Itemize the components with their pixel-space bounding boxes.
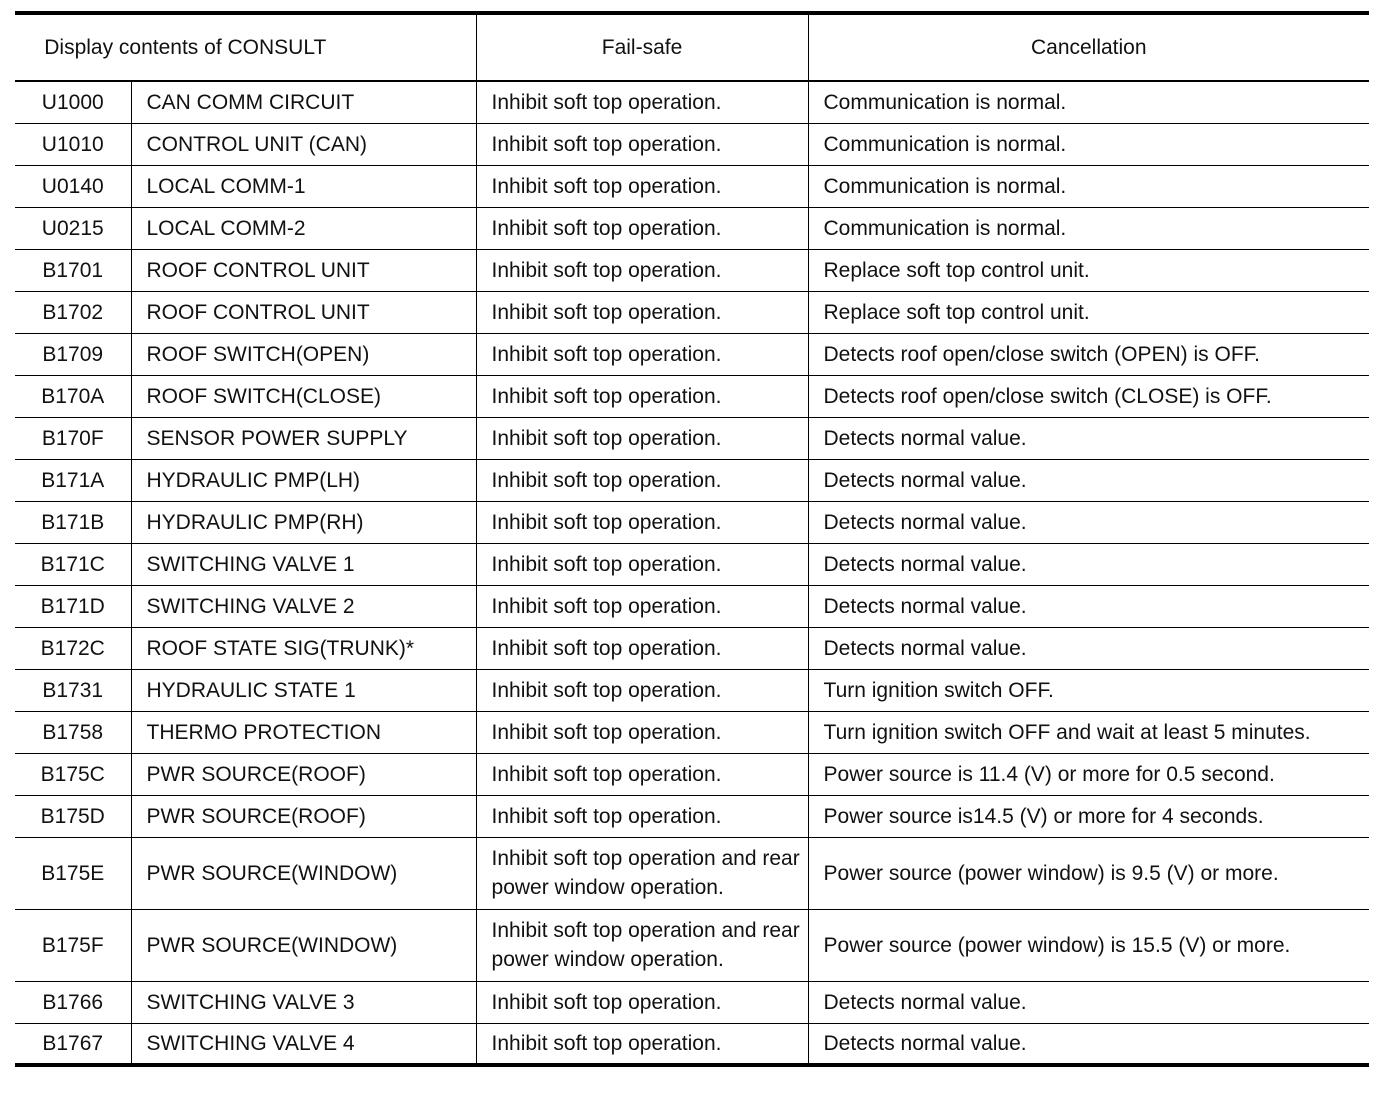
fail-safe-cell: Inhibit soft top operation. [476, 249, 808, 291]
dtc-code-cell: B1701 [15, 249, 131, 291]
cancellation-cell: Detects normal value. [808, 627, 1369, 669]
cancellation-cell: Detects normal value. [808, 585, 1369, 627]
fail-safe-cell: Inhibit soft top operation. [476, 753, 808, 795]
table-row [15, 417, 1369, 459]
fail-safe-cell: Inhibit soft top operation. [476, 291, 808, 333]
fail-safe-cell: Inhibit soft top operation. [476, 81, 808, 123]
table-row [15, 249, 1369, 291]
fail-safe-cell: Inhibit soft top operation. [476, 981, 808, 1023]
consult-display-cell: ROOF SWITCH(CLOSE) [131, 375, 476, 417]
fail-safe-cell: Inhibit soft top operation. [476, 795, 808, 837]
cancellation-cell: Detects normal value. [808, 1023, 1369, 1065]
fail-safe-cell: Inhibit soft top operation. [476, 543, 808, 585]
table-row [15, 501, 1369, 543]
fail-safe-cell: Inhibit soft top operation. [476, 165, 808, 207]
consult-display-cell: ROOF SWITCH(OPEN) [131, 333, 476, 375]
dtc-code-cell: B1709 [15, 333, 131, 375]
dtc-code-cell: B175E [15, 837, 131, 909]
fail-safe-cell: Inhibit soft top operation. [476, 627, 808, 669]
table-row [15, 123, 1369, 165]
dtc-code-cell: B170A [15, 375, 131, 417]
table-body [15, 81, 1369, 1065]
header-cancellation: Cancellation [808, 13, 1369, 81]
table-row [15, 711, 1369, 753]
consult-display-cell: ROOF CONTROL UNIT [131, 291, 476, 333]
dtc-code-cell: U0140 [15, 165, 131, 207]
fail-safe-table-container [15, 11, 1369, 1067]
dtc-code-cell: U1000 [15, 81, 131, 123]
dtc-code-cell: U1010 [15, 123, 131, 165]
fail-safe-cell: Inhibit soft top operation. [476, 333, 808, 375]
table-row [15, 543, 1369, 585]
consult-display-cell: SWITCHING VALVE 4 [131, 1023, 476, 1065]
dtc-code-cell: B172C [15, 627, 131, 669]
fail-safe-cell: Inhibit soft top operation and rear power window operation. [476, 909, 808, 981]
cancellation-cell: Detects normal value. [808, 417, 1369, 459]
fail-safe-cell: Inhibit soft top operation. [476, 711, 808, 753]
cancellation-cell: Detects roof open/close switch (CLOSE) is OFF. [808, 375, 1369, 417]
fail-safe-cell: Inhibit soft top operation. [476, 207, 808, 249]
cancellation-cell: Communication is normal. [808, 81, 1369, 123]
dtc-code-cell: B175F [15, 909, 131, 981]
consult-display-cell: PWR SOURCE(ROOF) [131, 753, 476, 795]
cancellation-cell: Detects normal value. [808, 981, 1369, 1023]
cancellation-cell: Detects normal value. [808, 543, 1369, 585]
dtc-code-cell: B170F [15, 417, 131, 459]
table-row [15, 837, 1369, 909]
consult-display-cell: THERMO PROTECTION [131, 711, 476, 753]
dtc-code-cell: B171C [15, 543, 131, 585]
table-row [15, 291, 1369, 333]
cancellation-cell: Detects roof open/close switch (OPEN) is OFF. [808, 333, 1369, 375]
consult-display-cell: PWR SOURCE(WINDOW) [131, 909, 476, 981]
consult-display-cell: SENSOR POWER SUPPLY [131, 417, 476, 459]
dtc-code-cell: B1766 [15, 981, 131, 1023]
dtc-code-cell: B1767 [15, 1023, 131, 1065]
table-row [15, 81, 1369, 123]
consult-display-cell: SWITCHING VALVE 3 [131, 981, 476, 1023]
cancellation-cell: Communication is normal. [808, 207, 1369, 249]
cancellation-cell: Replace soft top control unit. [808, 249, 1369, 291]
consult-display-cell: ROOF STATE SIG(TRUNK)* [131, 627, 476, 669]
dtc-code-cell: B1758 [15, 711, 131, 753]
cancellation-cell: Replace soft top control unit. [808, 291, 1369, 333]
table-row [15, 585, 1369, 627]
cancellation-cell: Power source (power window) is 9.5 (V) or more. [808, 837, 1369, 909]
consult-display-cell: LOCAL COMM-2 [131, 207, 476, 249]
header-consult: Display contents of CONSULT [15, 13, 476, 81]
consult-display-cell: HYDRAULIC STATE 1 [131, 669, 476, 711]
fail-safe-cell: Inhibit soft top operation. [476, 123, 808, 165]
dtc-code-cell: B175C [15, 753, 131, 795]
fail-safe-cell: Inhibit soft top operation. [476, 459, 808, 501]
cancellation-cell: Communication is normal. [808, 123, 1369, 165]
cancellation-cell: Detects normal value. [808, 459, 1369, 501]
cancellation-cell: Detects normal value. [808, 501, 1369, 543]
dtc-code-cell: U0215 [15, 207, 131, 249]
consult-display-cell: PWR SOURCE(WINDOW) [131, 837, 476, 909]
consult-display-cell: PWR SOURCE(ROOF) [131, 795, 476, 837]
consult-display-cell: SWITCHING VALVE 2 [131, 585, 476, 627]
table-header-row [15, 13, 1369, 81]
table-row [15, 981, 1369, 1023]
fail-safe-table [15, 11, 1369, 1067]
fail-safe-cell: Inhibit soft top operation. [476, 417, 808, 459]
cancellation-cell: Turn ignition switch OFF. [808, 669, 1369, 711]
table-row [15, 333, 1369, 375]
dtc-code-cell: B175D [15, 795, 131, 837]
dtc-code-cell: B1702 [15, 291, 131, 333]
fail-safe-cell: Inhibit soft top operation. [476, 375, 808, 417]
table-row [15, 1023, 1369, 1065]
fail-safe-cell: Inhibit soft top operation. [476, 585, 808, 627]
consult-display-cell: LOCAL COMM-1 [131, 165, 476, 207]
consult-display-cell: HYDRAULIC PMP(LH) [131, 459, 476, 501]
dtc-code-cell: B171A [15, 459, 131, 501]
fail-safe-cell: Inhibit soft top operation and rear power window operation. [476, 837, 808, 909]
dtc-code-cell: B171B [15, 501, 131, 543]
fail-safe-cell: Inhibit soft top operation. [476, 501, 808, 543]
table-row [15, 909, 1369, 981]
dtc-code-cell: B171D [15, 585, 131, 627]
table-row [15, 165, 1369, 207]
cancellation-cell: Communication is normal. [808, 165, 1369, 207]
table-row [15, 669, 1369, 711]
consult-display-cell: CAN COMM CIRCUIT [131, 81, 476, 123]
consult-display-cell: ROOF CONTROL UNIT [131, 249, 476, 291]
table-row [15, 753, 1369, 795]
table-row [15, 375, 1369, 417]
cancellation-cell: Power source is14.5 (V) or more for 4 seconds. [808, 795, 1369, 837]
fail-safe-cell: Inhibit soft top operation. [476, 669, 808, 711]
consult-display-cell: CONTROL UNIT (CAN) [131, 123, 476, 165]
consult-display-cell: HYDRAULIC PMP(RH) [131, 501, 476, 543]
table-row [15, 795, 1369, 837]
fail-safe-cell: Inhibit soft top operation. [476, 1023, 808, 1065]
header-failsafe: Fail-safe [476, 13, 808, 81]
table-row [15, 207, 1369, 249]
dtc-code-cell: B1731 [15, 669, 131, 711]
cancellation-cell: Power source is 11.4 (V) or more for 0.5 second. [808, 753, 1369, 795]
consult-display-cell: SWITCHING VALVE 1 [131, 543, 476, 585]
cancellation-cell: Turn ignition switch OFF and wait at least 5 minutes. [808, 711, 1369, 753]
cancellation-cell: Power source (power window) is 15.5 (V) or more. [808, 909, 1369, 981]
table-row [15, 459, 1369, 501]
table-row [15, 627, 1369, 669]
